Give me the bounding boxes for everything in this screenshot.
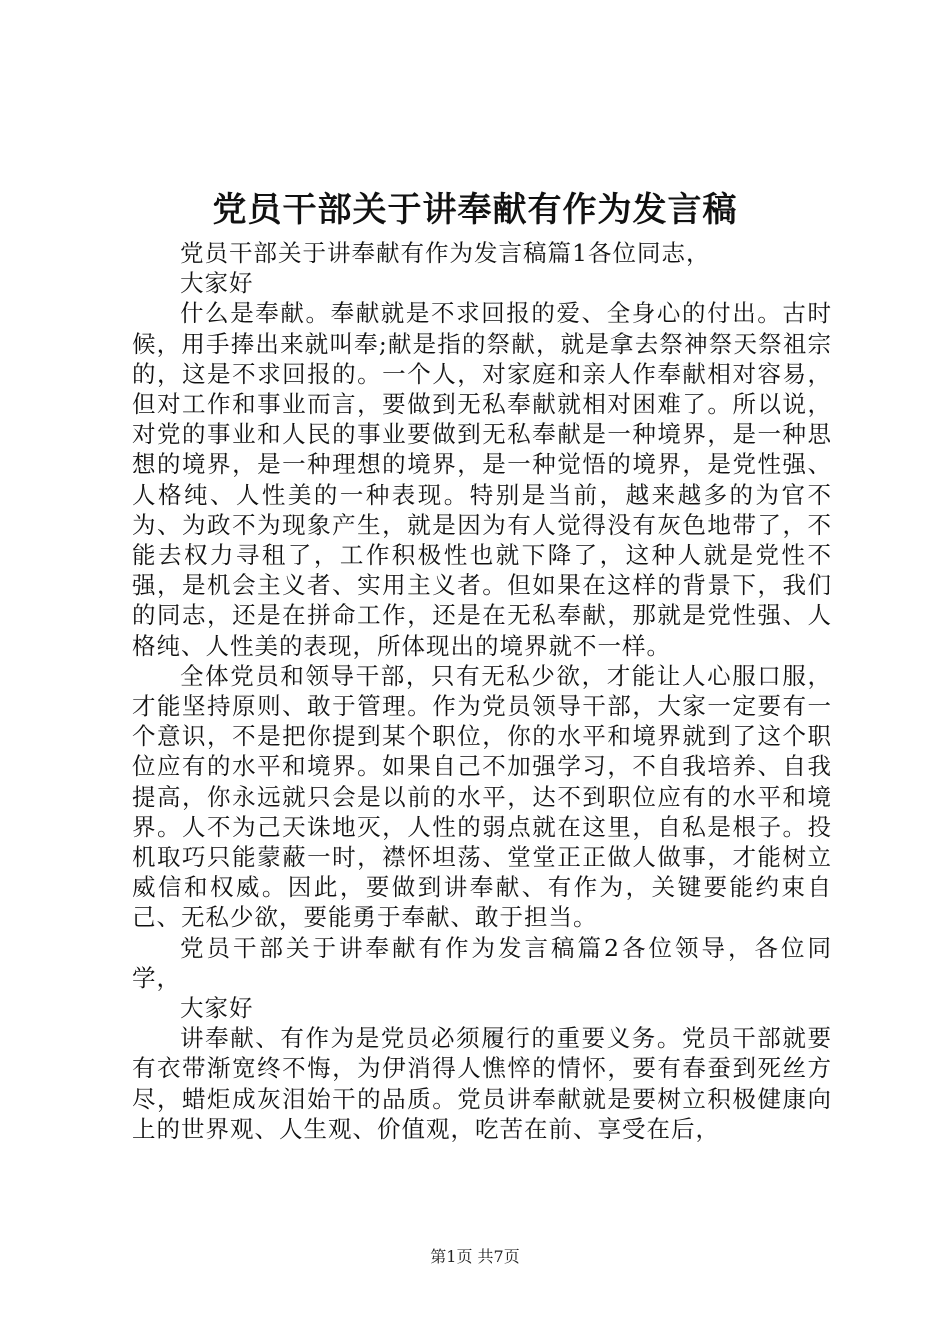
paragraph: 什么是奉献。奉献就是不求回报的爱、全身心的付出。古时候，用手捧出来就叫奉;献是指的祭献，就是拿去祭神祭天祭祖宗的，这是不求回报的。一个人，对家庭和亲人作奉献相对容易，但对工作和事业而言，要做到无私奉献就相对困难了。所以说，对党的事业和人民的事业要做到无私奉献是一种境界，是一种思想的境界，是一种理想的境界，是一种觉悟的境界，是党性强、人格纯、人性美的一种表现。特别是当前，越来越多的为官不为、为政不为现象产生，就是因为有人觉得没有灰色地带了，不能去权力寻租了，工作积极性也就下降了，这种人就是党性不强，是机会主义者、实用主义者。但如果在这样的背景下，我们的同志，还是在拼命工作，还是在无私奉献，那就是党性强、人格纯、人性美的表现，所体现出的境界就不一样。 xyxy=(132,299,832,660)
paragraph: 大家好 xyxy=(180,994,254,1023)
paragraph: 全体党员和领导干部，只有无私少欲，才能让人心服口服，才能坚持原则、敢于管理。作为党员领导干部，大家一定要有一个意识，不是把你提到某个职位，你的水平和境界就到了这个职位应有的水平和境界。如果自己不加强学习，不自我培养、自我提高，你永远就只会是以前的水平，达不到职位应有的水平和境界。人不为己天诛地灭，人性的弱点就在这里，自私是根子。投机取巧只能蒙蔽一时，襟怀坦荡、堂堂正正做人做事，才能树立威信和权威。因此，要做到讲奉献、有作为，关键要能约束自己、无私少欲，要能勇于奉献、敢于担当。 xyxy=(132,661,832,932)
paragraph: 讲奉献、有作为是党员必须履行的重要义务。党员干部就要有衣带渐宽终不悔，为伊消得人憔悴的情怀，要有春蚕到死丝方尽，蜡炬成灰泪始干的品质。党员讲奉献就是要树立积极健康向上的世界观、人生观、价值观，吃苦在前、享受在后， xyxy=(132,1024,832,1143)
paragraph: 党员干部关于讲奉献有作为发言稿篇2各位领导，各位同学， xyxy=(132,933,832,992)
paragraph: 党员干部关于讲奉献有作为发言稿篇1各位同志， xyxy=(180,239,711,267)
page-footer: 第1页 共7页 xyxy=(430,1247,520,1266)
document-body xyxy=(132,238,832,1144)
paragraph: 大家好 xyxy=(180,269,254,298)
document-title: 党员干部关于讲奉献有作为发言稿 xyxy=(212,190,738,230)
